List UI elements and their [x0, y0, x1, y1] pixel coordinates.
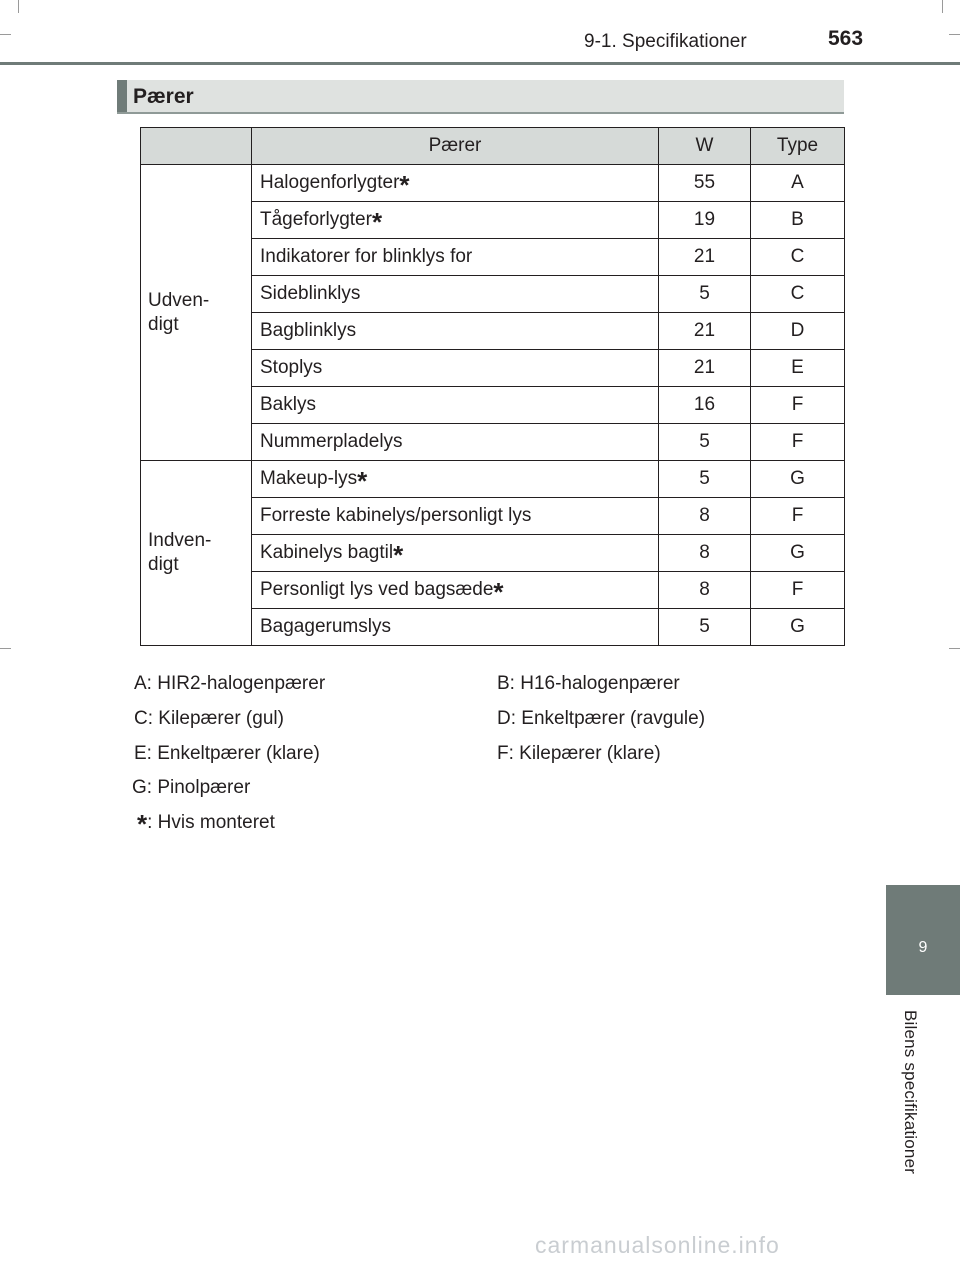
- footnote-text: : Hvis monteret: [147, 812, 275, 833]
- bulb-name: Bagagerumslys: [252, 609, 659, 646]
- bulb-name: Makeup-lys*: [252, 461, 659, 498]
- table-header-watt: W: [659, 128, 751, 165]
- chapter-tab: [886, 885, 960, 995]
- footnote-star: *: [371, 207, 383, 237]
- chapter-title: Bilens specifikationer: [901, 1010, 920, 1175]
- legend-g: G: Pinolpærer: [132, 777, 251, 798]
- bulb-watt: 21: [659, 239, 751, 276]
- legend-f: F: Kilepærer (klare): [497, 743, 661, 764]
- section-accent: [117, 80, 127, 112]
- bulb-type: A: [751, 165, 845, 202]
- group-label-line: digt: [148, 313, 179, 335]
- chapter-number: 9: [918, 939, 928, 956]
- bulb-watt: 5: [659, 461, 751, 498]
- footnote-star: *: [357, 466, 368, 496]
- bulb-name: Sideblinklys: [252, 276, 659, 313]
- header-rule: [0, 62, 960, 65]
- bulb-type: D: [751, 313, 845, 350]
- bulb-watt: 8: [659, 572, 751, 609]
- bulb-watt: 16: [659, 387, 751, 424]
- footnote-star: *: [399, 170, 410, 200]
- table-header-bulbs: Pærer: [252, 128, 659, 165]
- group-label-line: digt: [148, 554, 179, 575]
- bulb-type: G: [751, 609, 845, 646]
- table-row: [141, 165, 845, 202]
- bulb-watt: 8: [659, 535, 751, 572]
- table-header-type: Type: [751, 128, 845, 165]
- bulb-type: B: [751, 202, 845, 239]
- bulb-type: G: [751, 461, 845, 498]
- legend-a: A: HIR2-halogenpærer: [134, 673, 326, 694]
- bulb-type: C: [751, 276, 845, 313]
- section-heading: [117, 80, 844, 114]
- bulb-type: C: [751, 239, 845, 276]
- legend-c: C: Kilepærer (gul): [134, 708, 284, 729]
- legend-b: B: H16-halogenpærer: [497, 673, 680, 694]
- bulb-type: E: [751, 350, 845, 387]
- bulb-name: Personligt lys ved bagsæde*: [252, 572, 659, 609]
- group-label-interior: [141, 461, 252, 646]
- bulb-watt: 21: [659, 313, 751, 350]
- group-label-exterior: [141, 165, 252, 461]
- bulb-name: Halogenforlygter*: [252, 165, 659, 202]
- group-label-line: Udven-: [148, 289, 210, 311]
- bulb-type: F: [751, 424, 845, 461]
- bulb-table: [140, 127, 845, 646]
- bulb-type: G: [751, 535, 845, 572]
- bulb-name: Nummerpladelys: [252, 424, 659, 461]
- legend-d: D: Enkeltpærer (ravgule): [497, 708, 706, 729]
- bulb-watt: 19: [659, 202, 751, 239]
- bulb-watt: 5: [659, 276, 751, 313]
- bulb-watt: 5: [659, 424, 751, 461]
- bulb-type: F: [751, 387, 845, 424]
- page-number: 563: [828, 27, 864, 50]
- bulb-type: F: [751, 572, 845, 609]
- header-section-title: 9-1. Specifikationer: [584, 31, 747, 52]
- bulb-name: Forreste kabinelys/personligt lys: [252, 498, 659, 535]
- bulb-type: F: [751, 498, 845, 535]
- legend-e: E: Enkeltpærer (klare): [134, 743, 320, 764]
- footnote-star: *: [493, 577, 504, 607]
- bulb-watt: 5: [659, 609, 751, 646]
- footnote-star: *: [393, 540, 404, 570]
- table-row: [141, 461, 845, 498]
- table-header-row: [141, 128, 845, 165]
- bulb-watt: 8: [659, 498, 751, 535]
- bulb-watt: 55: [659, 165, 751, 202]
- bulb-watt: 21: [659, 350, 751, 387]
- bulb-name: Indikatorer for blinklys for: [252, 239, 659, 276]
- bulb-name: Bagblinklys: [252, 313, 659, 350]
- bulb-name: Baklys: [252, 387, 659, 424]
- bulb-name: Stoplys: [252, 350, 659, 387]
- table-header-blank: [141, 128, 252, 165]
- footnote: [137, 809, 275, 839]
- watermark: carmanualsonline.info: [535, 1232, 780, 1258]
- footnote-star: *: [137, 809, 148, 839]
- group-label-line: Indven-: [148, 530, 212, 551]
- bulb-name: Tågeforlygter*: [252, 202, 659, 239]
- bulb-name: Kabinelys bagtil*: [252, 535, 659, 572]
- section-title: Pærer: [133, 85, 194, 108]
